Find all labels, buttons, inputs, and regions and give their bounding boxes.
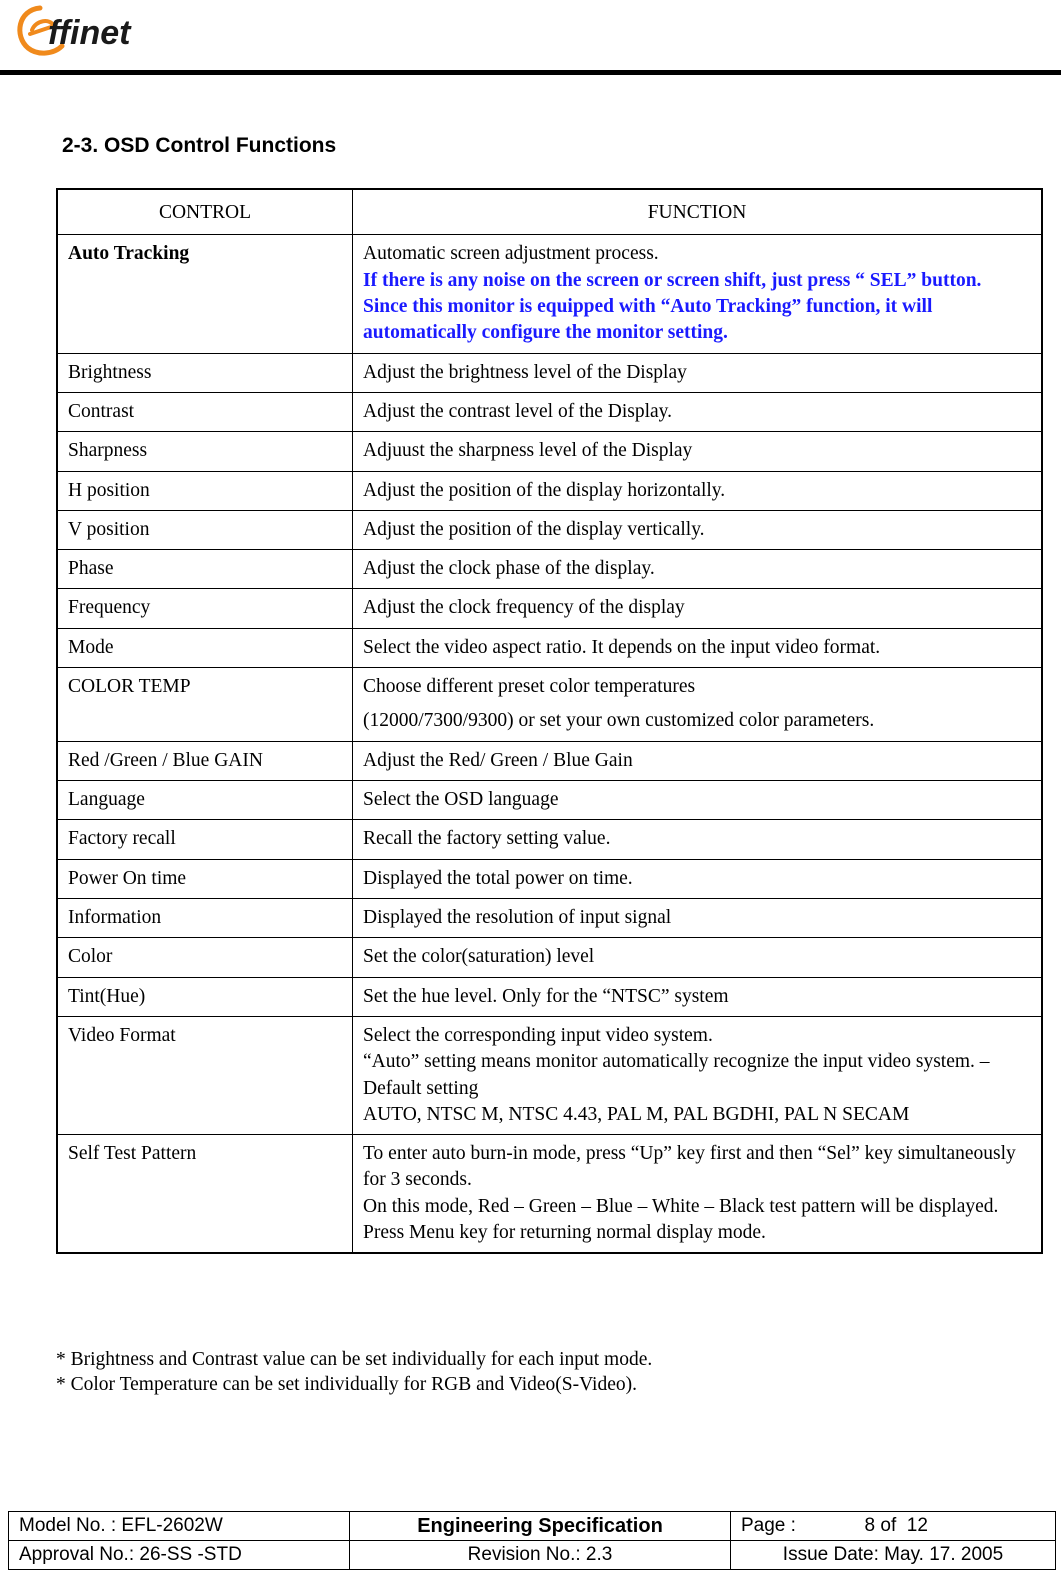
footnotes: [56, 1347, 652, 1398]
function-cell: [353, 938, 1043, 977]
control-cell: Frequency: [57, 589, 353, 628]
control-cell: V position: [57, 510, 353, 549]
header-rule: [0, 70, 1061, 75]
table-row: [57, 235, 1042, 353]
function-text: Adjust the position of the display vertically.: [363, 518, 705, 540]
table-row: [57, 668, 1042, 742]
function-cell: [353, 432, 1043, 471]
function-text: Select the OSD language: [363, 789, 559, 810]
function-cell: [353, 977, 1043, 1016]
function-text: Displayed the resolution of input signal: [363, 906, 672, 928]
table-row: [57, 898, 1042, 937]
footer-row: [9, 1541, 1056, 1570]
function-text: Select the video aspect ratio. It depends on the input video format.: [363, 636, 881, 658]
function-text: On this mode, Red – Green – Blue – White – Black test pattern will be displayed. Press Menu key for returning normal display mode.: [363, 1195, 999, 1244]
logo-text: ffinet: [48, 14, 131, 52]
table-row: [57, 820, 1042, 859]
function-text: If there is any noise on the screen or screen shift, just press “ SEL” button.: [363, 269, 982, 291]
function-text: Adjust the contrast level of the Display.: [363, 400, 673, 422]
footer-row: [9, 1512, 1056, 1541]
footer-revision: Revision No.: 2.3: [350, 1541, 731, 1570]
function-cell: [353, 781, 1043, 820]
function-cell: [353, 235, 1043, 353]
table-row: [57, 628, 1042, 667]
function-cell: [353, 668, 1043, 742]
function-text: Since this monitor is equipped with “Auto Tracking” function, it will automatically configure the monitor setting.: [363, 295, 933, 344]
osd-control-table: [56, 188, 1043, 1254]
function-cell: [353, 1016, 1043, 1134]
function-text: Adjust the Red/ Green / Blue Gain: [363, 749, 633, 771]
function-text: “Auto” setting means monitor automatically recognize the input video system. – Default setting: [363, 1051, 990, 1099]
function-text: (12000/7300/9300) or set your own customized color parameters.: [363, 710, 875, 732]
control-cell: Red /Green / Blue GAIN: [57, 741, 353, 780]
function-text: AUTO, NTSC M, NTSC 4.43, PAL M, PAL BGDHI, PAL N SECAM: [363, 1103, 910, 1125]
function-cell: [353, 471, 1043, 510]
table-row: [57, 471, 1042, 510]
function-text: Adjust the position of the display horizontally.: [363, 479, 726, 501]
function-cell: [353, 628, 1043, 667]
function-text: Adjuust the sharpness level of the Display: [363, 440, 693, 462]
control-cell: Phase: [57, 550, 353, 589]
column-header-control: CONTROL: [57, 189, 353, 235]
control-cell: Brightness: [57, 353, 353, 392]
control-cell: Video Format: [57, 1016, 353, 1134]
table-row: [57, 781, 1042, 820]
function-text: Set the color(saturation) level: [363, 946, 595, 968]
control-cell: Auto Tracking: [57, 235, 353, 353]
column-header-function: FUNCTION: [353, 189, 1043, 235]
footer-issue-date: Issue Date: May. 17. 2005: [731, 1541, 1056, 1570]
function-cell: [353, 741, 1043, 780]
table-row: [57, 741, 1042, 780]
control-cell: Contrast: [57, 392, 353, 431]
table-row: [57, 1135, 1042, 1254]
footer-table: [8, 1511, 1056, 1570]
function-cell: [353, 898, 1043, 937]
table-header-row: [57, 189, 1042, 235]
table-row: [57, 977, 1042, 1016]
function-cell: [353, 392, 1043, 431]
function-text: Select the corresponding input video system.: [363, 1024, 713, 1046]
table-row: [57, 938, 1042, 977]
control-cell: Sharpness: [57, 432, 353, 471]
table-row: [57, 859, 1042, 898]
footer-model: Model No. : EFL-2602W: [9, 1512, 350, 1541]
footnote: * Color Temperature can be set individually for RGB and Video(S-Video).: [56, 1374, 637, 1396]
table-row: [57, 353, 1042, 392]
control-cell: Power On time: [57, 859, 353, 898]
footer-doc-type: Engineering Specification: [350, 1512, 731, 1541]
control-cell: Self Test Pattern: [57, 1135, 353, 1254]
table-row: [57, 432, 1042, 471]
function-cell: [353, 353, 1043, 392]
table-row: [57, 589, 1042, 628]
function-text: Choose different preset color temperatures: [363, 676, 696, 698]
osd-table-body: [57, 235, 1042, 1254]
control-cell: Factory recall: [57, 820, 353, 859]
footnote: * Brightness and Contrast value can be set individually for each input mode.: [56, 1349, 653, 1370]
function-text: Adjust the brightness level of the Display: [363, 361, 687, 383]
function-text: Adjust the clock phase of the display.: [363, 558, 655, 580]
function-text: Recall the factory setting value.: [363, 828, 611, 850]
control-cell: Tint(Hue): [57, 977, 353, 1016]
table-row: [57, 550, 1042, 589]
function-text: Set the hue level. Only for the “NTSC” system: [363, 985, 729, 1007]
function-text: Displayed the total power on time.: [363, 867, 633, 889]
table-row: [57, 510, 1042, 549]
function-cell: [353, 820, 1043, 859]
effinet-logo: [10, 0, 185, 62]
function-text: To enter auto burn-in mode, press “Up” key first and then “Sel” key simultaneously for 3 seconds.: [363, 1143, 1016, 1191]
control-cell: Language: [57, 781, 353, 820]
table-row: [57, 392, 1042, 431]
control-cell: COLOR TEMP: [57, 668, 353, 742]
control-cell: H position: [57, 471, 353, 510]
function-cell: [353, 510, 1043, 549]
function-text: Automatic screen adjustment process.: [363, 243, 659, 265]
function-text: Adjust the clock frequency of the display: [363, 597, 685, 619]
function-cell: [353, 589, 1043, 628]
footer-approval: Approval No.: 26-SS -STD: [9, 1541, 350, 1570]
section-title: 2-3. OSD Control Functions: [62, 134, 337, 157]
footer-page: Page : 8 of 12: [731, 1512, 1056, 1541]
table-row: [57, 1016, 1042, 1134]
control-cell: Mode: [57, 628, 353, 667]
function-cell: [353, 550, 1043, 589]
control-cell: Information: [57, 898, 353, 937]
function-cell: [353, 859, 1043, 898]
control-cell: Color: [57, 938, 353, 977]
function-cell: [353, 1135, 1043, 1254]
